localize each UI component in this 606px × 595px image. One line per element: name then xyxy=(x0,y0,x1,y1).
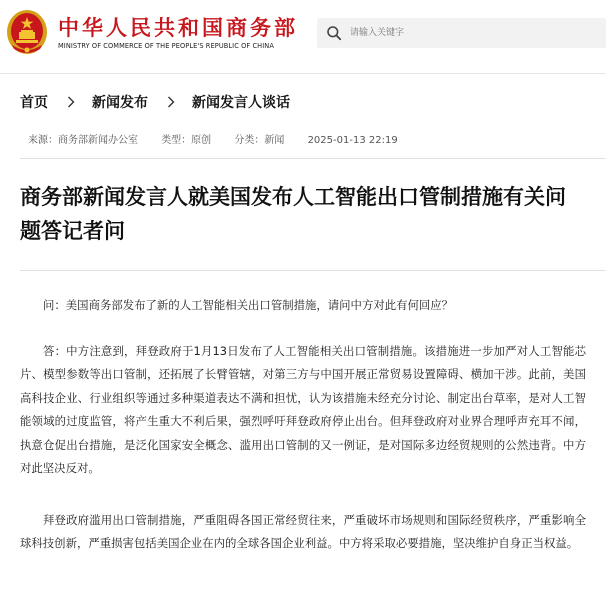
meta-category: 分类：新闻 xyxy=(234,135,285,146)
title-divider xyxy=(20,270,606,271)
article-paragraph: 问：美国商务部发布了新的人工智能相关出口管制措施，请问中方对此有何回应？ xyxy=(43,298,454,312)
national-emblem-icon[interactable] xyxy=(6,9,48,55)
site-title[interactable]: 中华人民共和国商务部 xyxy=(58,16,298,40)
search-icon[interactable] xyxy=(326,25,342,41)
breadcrumb-news-release[interactable]: 新闻发布 xyxy=(92,95,148,111)
chevron-right-icon xyxy=(67,96,75,108)
breadcrumb-home[interactable]: 首页 xyxy=(20,95,48,111)
search-box xyxy=(317,18,606,48)
article-paragraph: 答：中方注意到，拜登政府于1月13日发布了人工智能相关出口管制措施。该措施进一步加严对人工智能芯片、模型参数等出口管制，还拓展了长臂管辖，对第三方与中国开展正常贸易设置障碍、横加干涉。此前，美国高科技企业、行业组织等通过多种渠道表达不满和担忧，认为该措施未经充分讨论、制定出台草率，是对人工智能领域的过度监管，将产生重大不利后果，强烈呼吁拜登政府停止出台。但拜登政府对业界合理呼声充耳不闻，执意仓促出台措施，是泛化国家安全概念、滥用出口管制的又一例证，是对国际多边经贸规则的公然违背。中方对此坚决反对。 xyxy=(20,344,586,476)
search-input[interactable] xyxy=(350,18,600,48)
article-meta xyxy=(28,131,418,146)
breadcrumb-spokesperson-remarks[interactable]: 新闻发言人谈话 xyxy=(192,95,290,111)
site-subtitle: MINISTRY OF COMMERCE OF THE PEOPLE'S REPUBLIC OF CHINA xyxy=(58,42,274,50)
article-title: 商务部新闻发言人就美国发布人工智能出口管制措施有关问题答记者问 xyxy=(20,185,566,243)
meta-source: 来源：商务部新闻办公室 xyxy=(28,135,138,146)
meta-type: 类型：原创 xyxy=(161,135,212,146)
article-paragraph: 拜登政府滥用出口管制措施，严重阻碍各国正常经贸往来，严重破坏市场规则和国际经贸秩序，严重影响全球科技创新，严重损害包括美国企业在内的全球各国企业利益。中方将采取必要措施，坚决维护自身正当权益。 xyxy=(20,513,586,551)
meta-date: 2025-01-13 22:19 xyxy=(307,135,398,146)
breadcrumb xyxy=(20,92,290,112)
site-header xyxy=(0,0,606,68)
header-divider xyxy=(0,73,606,74)
chevron-right-icon xyxy=(167,96,175,108)
meta-divider xyxy=(20,158,606,159)
